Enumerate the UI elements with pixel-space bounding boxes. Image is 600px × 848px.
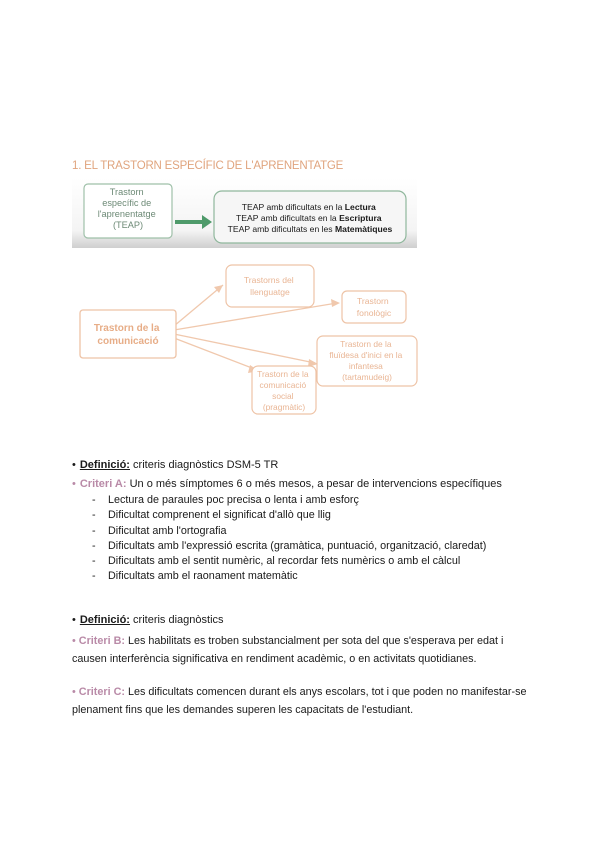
teap-type-math: TEAP amb dificultats en les Matemàtiques: [227, 224, 393, 234]
social-box-line: (pragmàtic): [262, 402, 306, 412]
bullet: •: [72, 478, 76, 490]
list-item: - Lectura de paraules poc precisa o lenta i amb esforç: [92, 494, 359, 506]
criterion-a-line: [72, 477, 502, 492]
definition-text: criteris diagnòstics DSM-5 TR: [129, 459, 279, 471]
bullet: •: [72, 635, 76, 647]
fluency-box-line: Trastorn de la: [340, 339, 392, 349]
teap-types-text: [228, 202, 393, 234]
definition-text: criteris diagnòstics: [129, 614, 224, 626]
list-item: - Dificultats amb el raonament matemàtic: [92, 570, 298, 583]
teap-box-line: (TEAP): [112, 220, 144, 230]
social-box-line: comunicació: [259, 380, 307, 390]
language-box-line: Trastorns del: [243, 275, 294, 285]
criterion-c-text: Les dificultats comencen durant els anys escolars, tot i que poden no manifestar-se plenament fins que les demandes superen les capacitats de l'estudiant.: [72, 686, 527, 716]
teap-type-writing: TEAP amb dificultats en la Escriptura: [236, 213, 382, 223]
language-box-line: llenguatge: [250, 287, 290, 297]
criterion-b-text: Les habilitats es troben substancialment per sota del que s'esperava per edat i causen interferència significativa en rendiment acadèmic, o en activitats quotidianes.: [72, 635, 504, 665]
phonological-box-line: Trastorn: [356, 296, 389, 306]
fluency-box-line: (tartamudeig): [342, 372, 392, 382]
teap-type-reading: TEAP amb dificultats en la Lectura: [241, 202, 376, 212]
bullet: •: [72, 614, 76, 626]
criterion-c-label: Criteri C:: [78, 686, 125, 698]
criterion-b-paragraph: [72, 632, 532, 668]
criterion-c-paragraph: [72, 683, 532, 719]
section-heading: 1. EL TRASTORN ESPECÍFIC DE L'APRENENTATGE: [72, 160, 344, 172]
bullet: •: [72, 686, 76, 698]
communication-box: [80, 310, 176, 358]
social-box-line: social: [272, 391, 294, 401]
teap-box-line: l'aprenentatge: [97, 209, 156, 219]
language-box: [226, 265, 314, 307]
fluency-box-line: fluïdesa d'inici en la: [329, 350, 403, 360]
teap-box-line: Trastorn: [109, 187, 144, 197]
list-item: - Dificultat amb l'ortografia: [92, 524, 227, 537]
communication-box-line: comunicació: [97, 336, 159, 347]
definition-line-2: [72, 613, 224, 628]
social-box-line: Trastorn de la: [257, 369, 309, 379]
criterion-a-text: Un o més símptomes 6 o més mesos, a pesar de intervencions específiques: [126, 478, 502, 490]
fluency-box-line: infantesa: [348, 361, 383, 371]
definition-label: Definició:: [79, 459, 130, 471]
bullet: •: [72, 459, 76, 471]
list-item: - Dificultats amb l'expressió escrita (gramàtica, puntuació, organització, claredat): [92, 539, 487, 552]
definition-line: [72, 458, 278, 473]
list-item: - Dificultat comprenent el significat d'allò que llig: [92, 509, 331, 522]
phonological-box-line: fonològic: [356, 308, 392, 318]
communication-box-line: Trastorn de la: [93, 323, 160, 334]
criterion-b-label: Criteri B:: [78, 635, 125, 647]
definition-label: Definició:: [79, 614, 130, 626]
criterion-a-list: [92, 493, 486, 585]
teap-box-line: específic de: [102, 198, 152, 208]
list-item: - Dificultats amb el sentit numèric, al recordar fets numèrics o amb el càlcul: [92, 555, 461, 568]
concept-diagram: [72, 178, 422, 418]
criterion-a-label: Criteri A:: [79, 478, 127, 490]
